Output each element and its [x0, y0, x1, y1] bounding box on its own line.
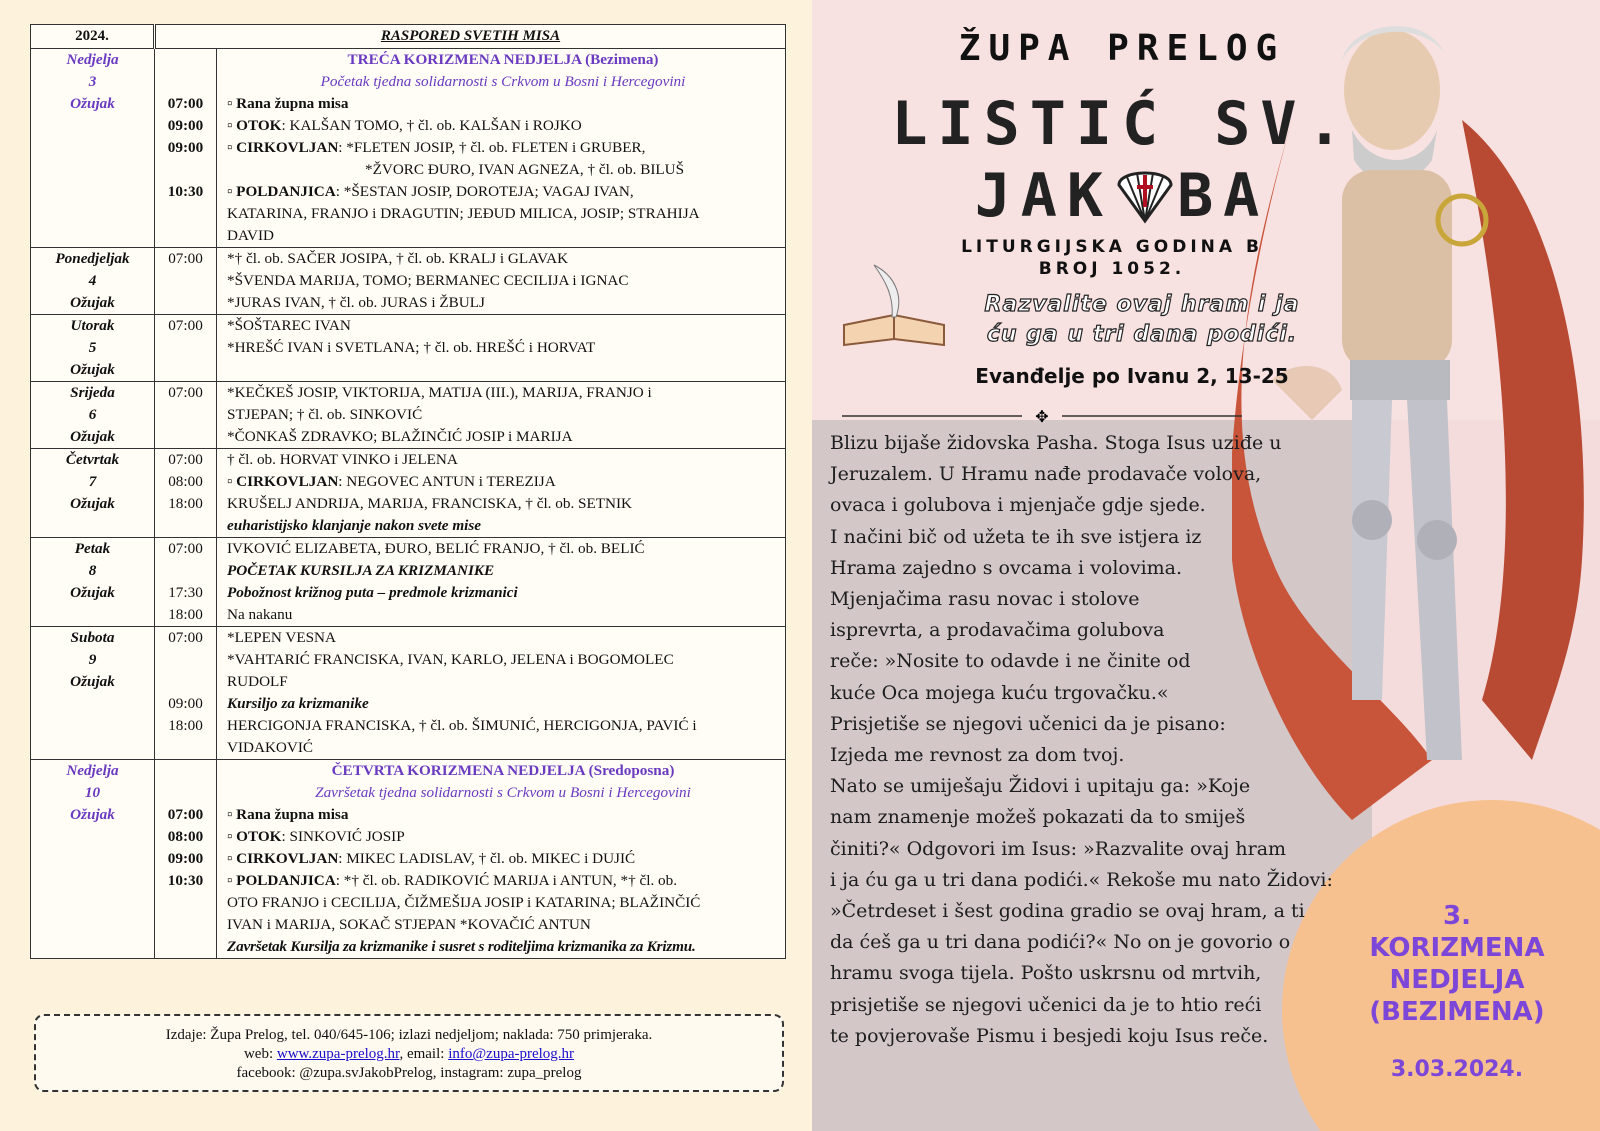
- intentions-cell: *† čl. ob. SAČER JOSIPA, † čl. ob. KRALJ i GLAVAK *ŠVENDA MARIJA, TOMO; BERMANEC CECILIJA i IGNAC *JURAS IVAN, † čl. ob. JURAS i ŽBULJ: [217, 248, 786, 315]
- day-cell: Nedjelja 3 Ožujak: [31, 49, 155, 248]
- ornament-divider: [842, 406, 1242, 426]
- day-cell: Četvrtak 7 Ožujak: [31, 449, 155, 538]
- day-cell: Subota 9 Ožujak: [31, 627, 155, 760]
- footer-social: facebook: @zupa.svJakobPrelog, instagram: zupa_prelog: [236, 1065, 582, 1081]
- gospel-reference: Evanđelje po Ivanu 2, 13-25: [975, 364, 1289, 388]
- sunday-label: 3. KORIZMENA NEDJELJA (BEZIMENA) 3.03.2024.: [1332, 900, 1582, 1086]
- website-link[interactable]: www.zupa-prelog.hr: [276, 1046, 400, 1062]
- year-header: 2024.: [31, 25, 155, 49]
- intentions-cell: *KEČKEŠ JOSIP, VIKTORIJA, MATIJA (III.), MARIJA, FRANJO i STJEPAN; † čl. ob. SINKOVIĆ *ČONKAŠ ZDRAVKO; BLAŽINČIĆ JOSIP i MARIJA: [217, 382, 786, 449]
- book-quill-icon: [834, 255, 954, 365]
- intentions-cell: IVKOVIĆ ELIZABETA, ĐURO, BELIĆ FRANJO, † čl. ob. BELIĆ POČETAK KURSILJA ZA KRIZMANIKE Pobožnost križnog puta – predmole krizmanici Na nakanu: [217, 538, 786, 627]
- day-cell: Srijeda 6 Ožujak: [31, 382, 155, 449]
- gospel-quote: Razvalite ovaj hram i ja ću ga u tri dana podići.: [984, 292, 1300, 347]
- table-row: [31, 627, 786, 760]
- times-cell: 07:00: [155, 382, 217, 449]
- table-row: [31, 760, 786, 959]
- table-row: [31, 315, 786, 382]
- footer-contacts: web: www.zupa-prelog.hr, email: info@zupa-prelog.hr: [243, 1046, 575, 1062]
- times-cell: 07:00 09:00 09:00 10:30: [155, 49, 217, 248]
- day-cell: Ponedjeljak 4 Ožujak: [31, 248, 155, 315]
- table-row: [31, 248, 786, 315]
- schedule-header: RASPORED SVETIH MISA: [155, 25, 786, 49]
- intentions-cell: *ŠOŠTAREC IVAN *HREŠĆ IVAN i SVETLANA; † čl. ob. HREŠĆ i HORVAT: [217, 315, 786, 382]
- table-row: [31, 382, 786, 449]
- times-cell: 07:00 09:00 18:00: [155, 627, 217, 760]
- day-cell: Nedjelja 10 Ožujak: [31, 760, 155, 959]
- table-row: [31, 49, 786, 248]
- day-cell: Petak 8 Ožujak: [31, 538, 155, 627]
- table-row: [31, 538, 786, 627]
- intentions-cell: ČETVRTA KORIZMENA NEDJELJA (Sredoposna) Završetak tjedna solidarnosti s Crkvom u Bosni i Hercegovini ▫ Rana župna misa ▫ OTOK: SINKOVIĆ JOSIP ▫ CIRKOVLJAN: MIKEC LADISLAV, † čl. ob. MIKEC i DUJIĆ ▫ POLDANJICA: *† čl. ob. RADIKOVIĆ MARIJA i ANTUN, *† čl. ob. OTO FRANJO i CECILIJA, ČIŽMEŠIJA JOSIP i KATARINA; BLAŽINČIĆ IVAN i MARIJA, SOKAČ STJEPAN *KOVAČIĆ ANTUN Završetak Kursilja za krizmanike i susret s roditeljima krizmanika za Krizmu.: [217, 760, 786, 959]
- table-row: [31, 449, 786, 538]
- times-cell: 07:00 08:00 09:00 10:30: [155, 760, 217, 959]
- times-cell: 07:00 17:30 18:00: [155, 538, 217, 627]
- footer-line: Izdaje: Župa Prelog, tel. 040/645-106; izlazi nedjeljom; naklada: 750 primjeraka.: [165, 1027, 653, 1043]
- parish-name: ŽUPA PRELOG: [958, 28, 1286, 69]
- day-cell: Utorak 5 Ožujak: [31, 315, 155, 382]
- svg-text:✥: ✥: [1035, 407, 1049, 426]
- times-cell: 07:00: [155, 315, 217, 382]
- mass-schedule-table: [30, 24, 786, 959]
- email-link[interactable]: info@zupa-prelog.hr: [448, 1046, 575, 1062]
- intentions-cell: † čl. ob. HORVAT VINKO i JELENA ▫ CIRKOVLJAN: NEGOVEC ANTUN i TEREZIJA KRUŠELJ ANDRIJA, MARIJA, FRANCISKA, † čl. ob. SETNIK euharistijsko klanjanje nakon svete mise: [217, 449, 786, 538]
- publisher-footer: [34, 1014, 784, 1092]
- times-cell: 07:00 08:00 18:00: [155, 449, 217, 538]
- times-cell: 07:00: [155, 248, 217, 315]
- intentions-cell: *LEPEN VESNA *VAHTARIĆ FRANCISKA, IVAN, KARLO, JELENA i BOGOMOLEC RUDOLF Kursiljo za krizmanike HERCIGONJA FRANCISKA, † čl. ob. ŠIMUNIĆ, HERCIGONJA, PAVIĆ i VIDAKOVIĆ: [217, 627, 786, 760]
- cover-page: [812, 0, 1600, 1131]
- bulletin-title: LISTIĆ SV. JAK BA: [891, 89, 1353, 231]
- intentions-cell: TREĆA KORIZMENA NEDJELJA (Bezimena) Početak tjedna solidarnosti s Crkvom u Bosni i Hercegovini ▫ Rana župna misa ▫ OTOK: KALŠAN TOMO, † čl. ob. KALŠAN i ROJKO ▫ CIRKOVLJAN: *FLETEN JOSIP, † čl. ob. FLETEN i GRUBER, *ŽVORC ĐURO, IVAN AGNEZA, † čl. ob. BILUŠ ▫ POLDANJICA: *ŠESTAN JOSIP, DOROTEJA; VAGAJ IVAN, KATARINA, FRANJO i DRAGUTIN; JEĐUD MILICA, JOSIP; STRAHIJA DAVID: [217, 49, 786, 248]
- liturgical-year: LITURGIJSKA GODINA B BROJ 1052.: [961, 237, 1263, 279]
- gospel-text: Blizu bijaše židovska Pasha. Stoga Isus uziđe u Jeruzalem. U Hramu nađe prodavače volova, ovaca i golubova i mjenjače gdje sjede. I načini bič od užeta te ih sve istjera iz Hrama zajedno s ovcama i volovima. Mjenjačima rasu novac i stolove isprevrta, a prodavačima golubova reče: »Nosite to odavde i ne činite od kuće Oca mojega kuću trgovačku.« Prisjetiše se njegovi učenici da je pisano: Izjeda me revnost za dom tvoj. Nato se umiješaju Židovi i upitaju ga: »Koje nam znamenje možeš pokazati da to smiješ činiti?« Odgovori im Isus: »Razvalite ovaj hram i ja ću ga u tri dana podići.« Rekoše mu nato Židovi: »Četrdeset i šest godina gradio se ovaj hram, a ti da ćeš ga u tri dana podići?« No on je govorio o hramu svoga tijela. Pošto uskrsnu od mrtvih, prisjetiše se njegovi učenici da je to htio reći te povjerovaše Pismu i besjedi koju Isus reče.: [830, 432, 1333, 1047]
- scallop-shell-icon: [1113, 161, 1177, 225]
- bulletin-date: 3.03.2024.: [1390, 1057, 1524, 1082]
